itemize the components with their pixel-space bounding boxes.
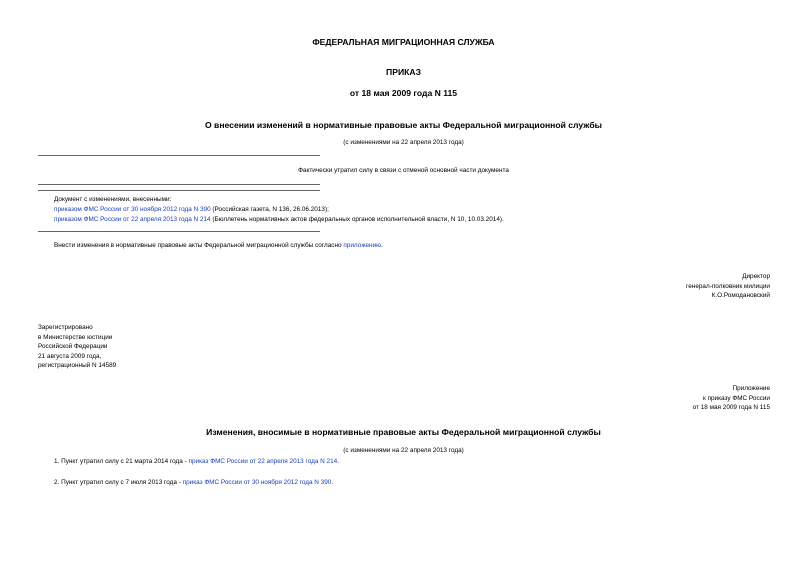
appendix-link[interactable]: приложению: [343, 242, 381, 249]
body-end: .: [380, 242, 383, 249]
document-title: О внесении изменений в нормативные правовые акты Федеральной миграционной службы: [204, 120, 603, 130]
appendix-item-link[interactable]: приказ ФМС России от 30 ноября 2012 года N 390: [182, 479, 332, 486]
body-paragraph: [54, 241, 383, 251]
registration-line: 21 августа 2009 года,: [38, 352, 102, 360]
registration-line: Российской Федерации: [38, 343, 108, 351]
amendment-line: [54, 205, 329, 215]
registration-block: [38, 323, 116, 371]
appendix-ref-line: от 18 мая 2009 года N 115: [692, 404, 770, 412]
appendix-ref-line: к приказу ФМС России: [702, 394, 770, 402]
appendix-ref-line: Приложение: [732, 385, 770, 392]
appendix-item-end: .: [331, 479, 334, 486]
registration-line: в Министерстве юстиции: [38, 333, 113, 341]
signature-position: Директор: [742, 273, 770, 280]
amendment-link[interactable]: приказом ФМС России от 22 апреля 2013 года N 214: [54, 216, 211, 223]
amendment-line: [54, 215, 504, 225]
appendix-item: [54, 457, 339, 467]
document-date-number: от 18 мая 2009 года N 115: [349, 88, 458, 98]
divider: [38, 231, 320, 232]
divider: [38, 155, 320, 156]
document-type: ПРИКАЗ: [386, 67, 421, 77]
status-note: Фактически утратил силу в связи с отменой основной части документа: [298, 167, 509, 174]
appendix-reference: [693, 384, 770, 413]
appendix-item-end: .: [337, 458, 340, 465]
registration-line: регистрационный N 14589: [38, 362, 117, 370]
appendix-title: Изменения, вносимые в нормативные правовые акты Федеральной миграционной службы: [206, 427, 601, 437]
signature-rank: генерал-полковник милиции: [686, 282, 770, 290]
signature-name: К.О.Ромодановский: [711, 292, 770, 300]
signature-block: [686, 272, 770, 301]
registration-line: Зарегистрировано: [38, 324, 93, 331]
divider: [38, 190, 320, 191]
amendments-intro: Документ с изменениями, внесенными:: [54, 196, 172, 203]
revision-note: (с изменениями на 22 апреля 2013 года): [343, 139, 464, 146]
appendix-item: [54, 478, 333, 488]
body-text: Внести изменения в нормативные правовые акты Федеральной миграционной службы согласно: [54, 242, 344, 249]
amendment-source: (Российская газета, N 136, 26.06.2013);: [210, 206, 329, 213]
appendix-item-text: 1. Пункт утратил силу с 21 марта 2014 года -: [54, 458, 189, 465]
divider: [38, 184, 320, 185]
appendix-item-link[interactable]: приказ ФМС России от 22 апреля 2013 года N 214: [188, 458, 338, 465]
amendment-source: (Бюллетень нормативных актов федеральных органов исполнительной власти, N 10, 10.03.2014).: [210, 216, 504, 223]
agency-name: ФЕДЕРАЛЬНАЯ МИГРАЦИОННАЯ СЛУЖБА: [312, 37, 495, 47]
appendix-item-text: 2. Пункт утратил силу с 7 июля 2013 года -: [54, 479, 183, 486]
appendix-revision-note: (с изменениями на 22 апреля 2013 года): [343, 447, 464, 454]
amendment-link[interactable]: приказом ФМС России от 30 ноября 2012 года N 390: [54, 206, 211, 213]
